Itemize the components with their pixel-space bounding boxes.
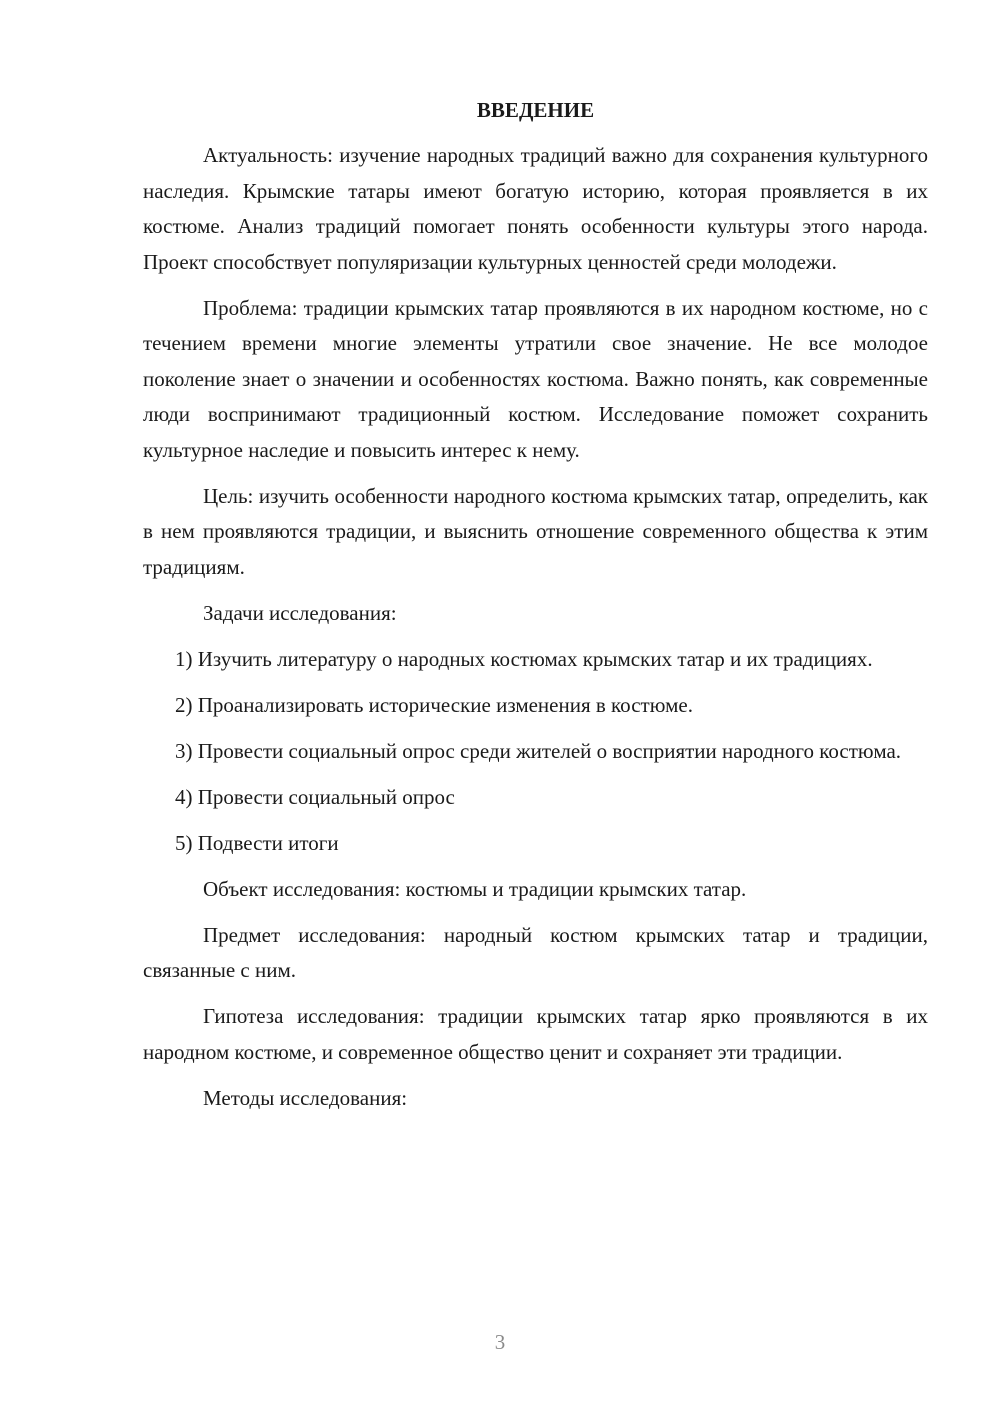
hypothesis-paragraph: Гипотеза исследования: традиции крымских татар ярко проявляются в их народном костюме, и современное общество ценит и сохраняет эти традиции. [143, 1004, 928, 1064]
problem-paragraph: Проблема: традиции крымских татар проявляются в их народном костюме, но с течением времени многие элементы утратили свое значение. Не все молодое поколение знает о значении и особенностях костюма. Важно понять, как современные люди воспринимают традиционный костюм. Исследование поможет сохранить культурное наследие и повысить интерес к нему. [143, 295, 928, 462]
methods-title: Методы исследования: [203, 1085, 408, 1110]
task-item-3: 3) Провести социальный опрос среди жителей о восприятии народного костюма. [175, 738, 902, 763]
subject-paragraph: Предмет исследования: народный костюм крымских татар и традиции, связанные с ним. [143, 922, 928, 982]
document-page [143, 92, 928, 1127]
page-number: 3 [494, 1330, 506, 1354]
tasks-list [143, 642, 928, 862]
section-heading: ВВЕДЕНИЕ [476, 98, 595, 122]
task-item-5: 5) Подвести итоги [175, 830, 339, 855]
relevance-paragraph: Актуальность: изучение народных традиций важно для сохранения культурного наследия. Крымские татары имеют богатую историю, которая проявляется в их костюме. Анализ традиций помогает понять особенности культуры этого народа. Проект способствует популяризации культурных ценностей среди молодежи. [143, 143, 928, 274]
goal-paragraph: Цель: изучить особенности народного костюма крымских татар, определить, как в нем проявляются традиции, и выяснить отношение современного общества к этим традициям. [143, 483, 928, 579]
task-item-4: 4) Провести социальный опрос [175, 784, 455, 809]
task-item-1: 1) Изучить литературу о народных костюмах крымских татар и их традициях. [175, 646, 873, 671]
object-paragraph: Объект исследования: костюмы и традиции крымских татар. [203, 876, 747, 901]
tasks-title: Задачи исследования: [203, 600, 397, 625]
task-item-2: 2) Проанализировать исторические изменения в костюме. [175, 692, 693, 717]
